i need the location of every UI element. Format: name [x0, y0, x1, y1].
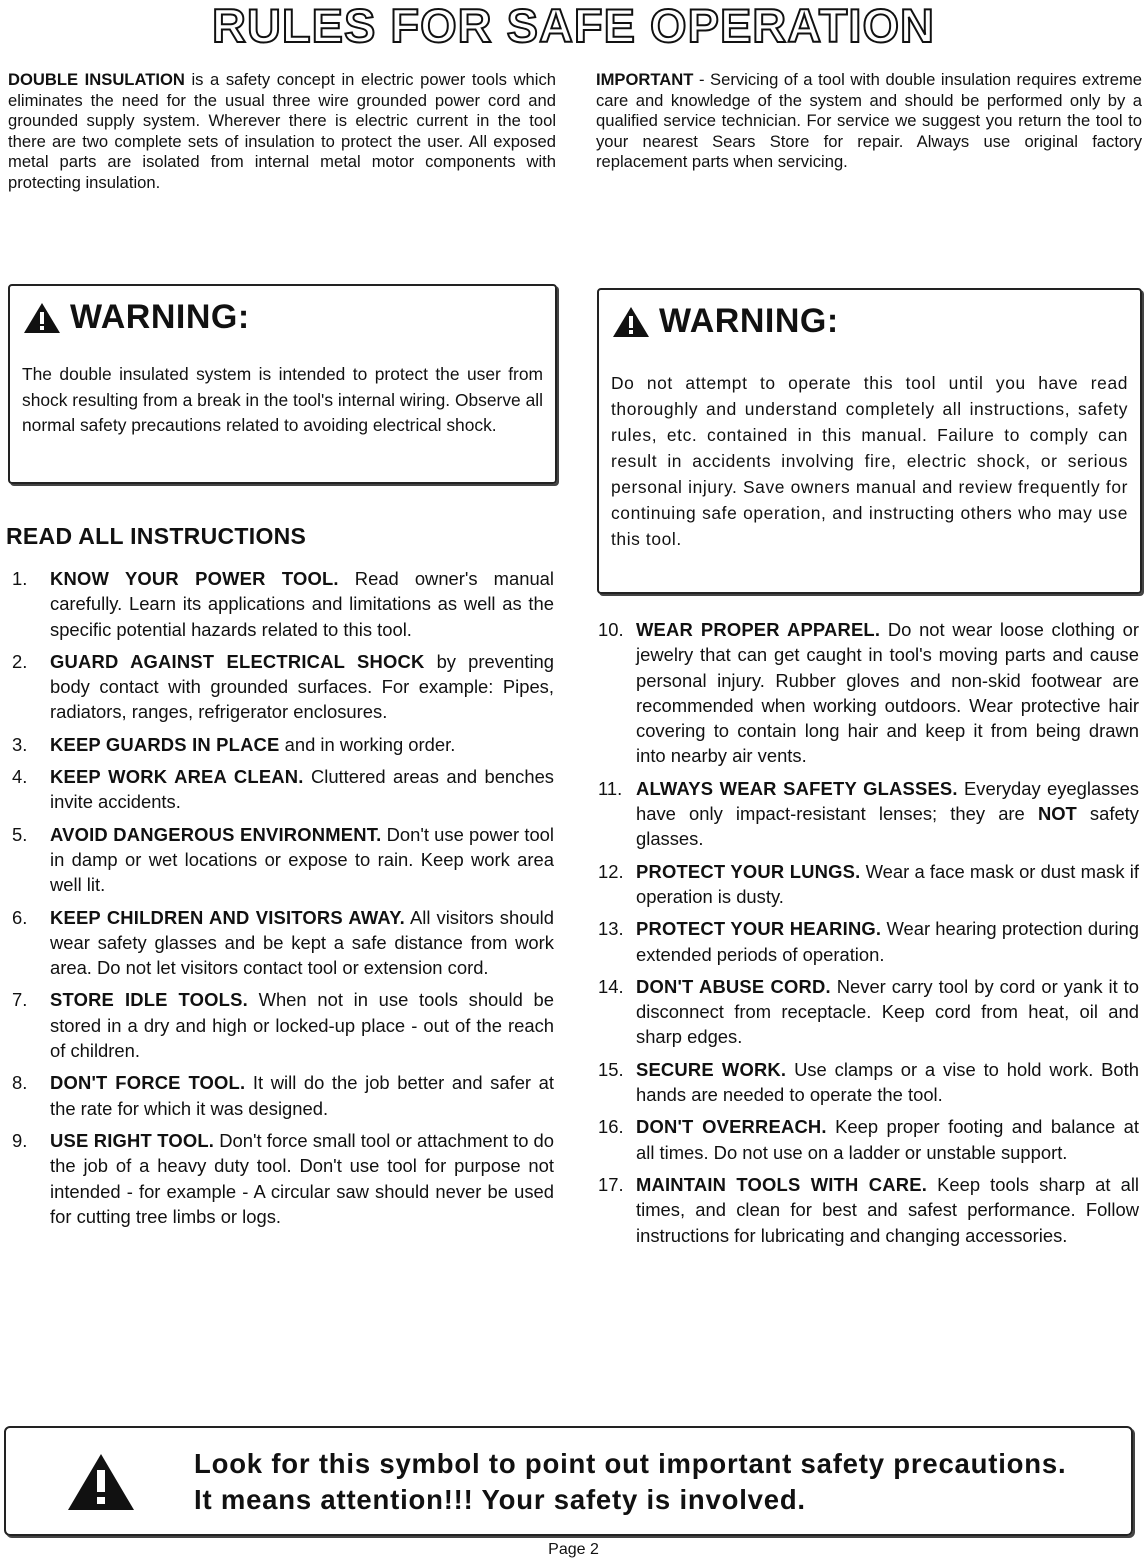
page-number: Page 2	[548, 1541, 599, 1558]
warning-triangle-icon	[611, 305, 651, 339]
rule-body: Use clamps or a vise to hold work. Both hands are needed to operate the tool.	[636, 1058, 1139, 1106]
rule-body: Keep proper footing and balance at all times. Do not use on a ladder or unstable support.	[636, 1116, 1139, 1163]
rule-item	[594, 776, 1139, 852]
double-insulation-lead: DOUBLE INSULATION	[8, 70, 185, 89]
rule-number: 8.	[12, 1072, 28, 1094]
rule-heading: SECURE WORK.	[636, 1058, 787, 1080]
rule-body: Keep tools sharp at all times, and clean for best and safest performance. Follow instructions for lubricating and changing accessories.	[636, 1173, 1139, 1246]
rule-number: 7.	[12, 989, 28, 1011]
warning-heading: WARNING:	[659, 302, 839, 340]
rule-heading: KEEP GUARDS IN PLACE	[50, 733, 280, 755]
rule-number: 16.	[598, 1116, 624, 1138]
rule-heading: DON'T OVERREACH.	[636, 1116, 827, 1138]
rule-body: Everyday eyeglasses have only impact-resistant lenses; they are	[636, 777, 1139, 825]
rule-item	[594, 1114, 1139, 1165]
section-title: READ ALL INSTRUCTIONS	[6, 523, 307, 549]
rule-heading: USE RIGHT TOOL.	[50, 1129, 215, 1151]
symbol-notice-line1: Look for this symbol to point out important safety precautions.	[194, 1448, 1067, 1479]
rule-body: and in working order.	[279, 733, 456, 755]
rule-number: 6.	[12, 906, 28, 928]
rule-item	[594, 974, 1139, 1050]
rule-heading: AVOID DANGEROUS ENVIRONMENT.	[50, 823, 382, 845]
rule-heading: MAINTAIN TOOLS WITH CARE.	[636, 1173, 928, 1195]
important-lead: IMPORTANT	[596, 70, 694, 89]
rule-body: All visitors should wear safety glasses and be kept a safe distance from work area. Do not let visitors contact tool or extension cord.	[50, 906, 554, 979]
safety-symbol-notice	[4, 1426, 1133, 1536]
rule-item	[8, 732, 554, 757]
rule-body: Wear a face mask or dust mask if operation is dusty.	[636, 860, 1139, 907]
rule-item	[8, 566, 554, 642]
rule-item	[594, 617, 1139, 769]
rule-body: Don't use power tool in damp or wet locations or expose to rain. Keep work area well lit.	[50, 823, 554, 896]
rules-list-left	[8, 566, 554, 1236]
warning-header	[611, 302, 839, 341]
warning-heading: WARNING:	[70, 298, 250, 336]
rule-heading: STORE IDLE TOOLS.	[50, 989, 248, 1011]
rule-number: 9.	[12, 1129, 28, 1151]
rule-item	[8, 822, 554, 898]
rule-heading: GUARD AGAINST ELECTRICAL SHOCK	[50, 650, 425, 672]
symbol-notice-text	[194, 1446, 1066, 1518]
rule-item	[594, 1057, 1139, 1108]
rule-item	[594, 859, 1139, 910]
rule-heading: WEAR PROPER APPAREL.	[636, 619, 881, 640]
rule-body: When not in use tools should be stored in a dry and high or locked-up place - out of the reach of children.	[50, 989, 554, 1062]
rule-number: 10.	[598, 619, 624, 640]
rules-list-right	[594, 617, 1139, 1255]
rule-item	[8, 987, 554, 1063]
rule-emphasis: NOT	[1037, 803, 1077, 825]
rule-item	[8, 1070, 554, 1121]
rule-number: 14.	[598, 975, 624, 997]
rule-body: It will do the job better and safer at the rate for which it was designed.	[50, 1072, 554, 1119]
rule-number: 13.	[598, 918, 624, 940]
rule-number: 2.	[12, 650, 28, 672]
rule-number: 17.	[598, 1173, 624, 1195]
rule-body: Do not wear loose clothing or jewelry that can get caught in tool's moving parts and cause personal injury. Rubber gloves and non-skid footwear are recommended when working outdoors. Wear protective hair covering to contain long hair and keep it from being drawn into nearby air vents.	[636, 619, 1139, 767]
important-body: - Servicing of a tool with double insulation requires extreme care and knowledge of the system and should be performed only by a qualified service technician. For service we suggest you return the tool to your nearest Sears Store for repair. Always use original factory replacement parts when servicing.	[596, 70, 1142, 172]
rule-heading: KEEP WORK AREA CLEAN.	[50, 766, 304, 788]
rule-heading: DON'T FORCE TOOL.	[50, 1072, 246, 1094]
rule-heading: PROTECT YOUR HEARING.	[636, 918, 882, 940]
double-insulation-paragraph	[8, 70, 556, 194]
rule-body: Cluttered areas and benches invite accidents.	[50, 766, 554, 813]
rule-item	[8, 1128, 554, 1229]
rule-heading: KEEP CHILDREN AND VISITORS AWAY.	[50, 906, 405, 928]
rule-number: 12.	[598, 860, 624, 882]
rule-body-end: safety glasses.	[636, 803, 1139, 850]
rule-item	[8, 764, 554, 815]
double-insulation-body: is a safety concept in electric power tools which eliminates the need for the usual three wire grounded power cord and grounded supply system. Wherever there is electric current in the tool there are two complete sets of insulation to protect the user. All exposed metal parts are isolated from internal metal motor components with protecting insulation.	[8, 70, 557, 192]
important-paragraph	[596, 70, 1142, 173]
rule-item	[594, 916, 1139, 967]
warning-box-operation	[597, 288, 1142, 594]
warning-box-insulation	[8, 284, 557, 484]
rule-item	[594, 1172, 1139, 1248]
rule-number: 5.	[12, 823, 28, 845]
rule-number: 15.	[598, 1058, 624, 1080]
rule-body: Wear hearing protection during extended periods of operation.	[636, 918, 1139, 965]
rule-number: 3.	[12, 733, 28, 755]
warning-header	[22, 298, 250, 337]
rule-number: 11.	[598, 777, 623, 799]
rule-item	[8, 649, 554, 725]
symbol-notice-line2: It means attention!!! Your safety is involved.	[194, 1484, 806, 1515]
rule-heading: KNOW YOUR POWER TOOL.	[50, 568, 339, 589]
rule-heading: DON'T ABUSE CORD.	[636, 975, 831, 997]
rule-number: 4.	[12, 766, 28, 788]
rule-body: Read owner's manual carefully. Learn its applications and limitations as well as the specific potential hazards related to this tool.	[50, 568, 554, 640]
rule-heading: PROTECT YOUR LUNGS.	[636, 860, 861, 882]
rule-heading: ALWAYS WEAR SAFETY GLASSES.	[636, 777, 958, 799]
warning-text: The double insulated system is intended to protect the user from shock resulting from a break in the tool's internal wiring. Observe all normal safety precautions related to avoiding electrical shock.	[22, 364, 543, 435]
warning-text: Do not attempt to operate this tool until you have read thoroughly and understand completely all instructions, safety rules, etc. contained in this manual. Failure to comply can result in accidents involving fire, electric shock, or serious personal injury. Save owners manual and review frequently for continuing safe operation, and instructing others who may use this tool.	[611, 373, 1128, 549]
rule-body: by preventing body contact with grounded surfaces. For example: Pipes, radiators, ranges, refrigerator enclosures.	[50, 650, 554, 723]
warning-triangle-icon	[66, 1452, 136, 1512]
rule-number: 1.	[12, 568, 28, 589]
rule-item	[8, 905, 554, 981]
rule-body: Never carry tool by cord or yank it to disconnect from receptacle. Keep cord from heat, oil and sharp edges.	[636, 975, 1139, 1048]
warning-triangle-icon	[22, 301, 62, 335]
rule-body: Don't force small tool or attachment to do the job of a heavy duty tool. Don't use tool for purpose not intended - for example - A circular saw should never be used for cutting tree limbs or logs.	[50, 1129, 554, 1227]
page-title: RULES FOR SAFE OPERATION	[212, 0, 935, 52]
